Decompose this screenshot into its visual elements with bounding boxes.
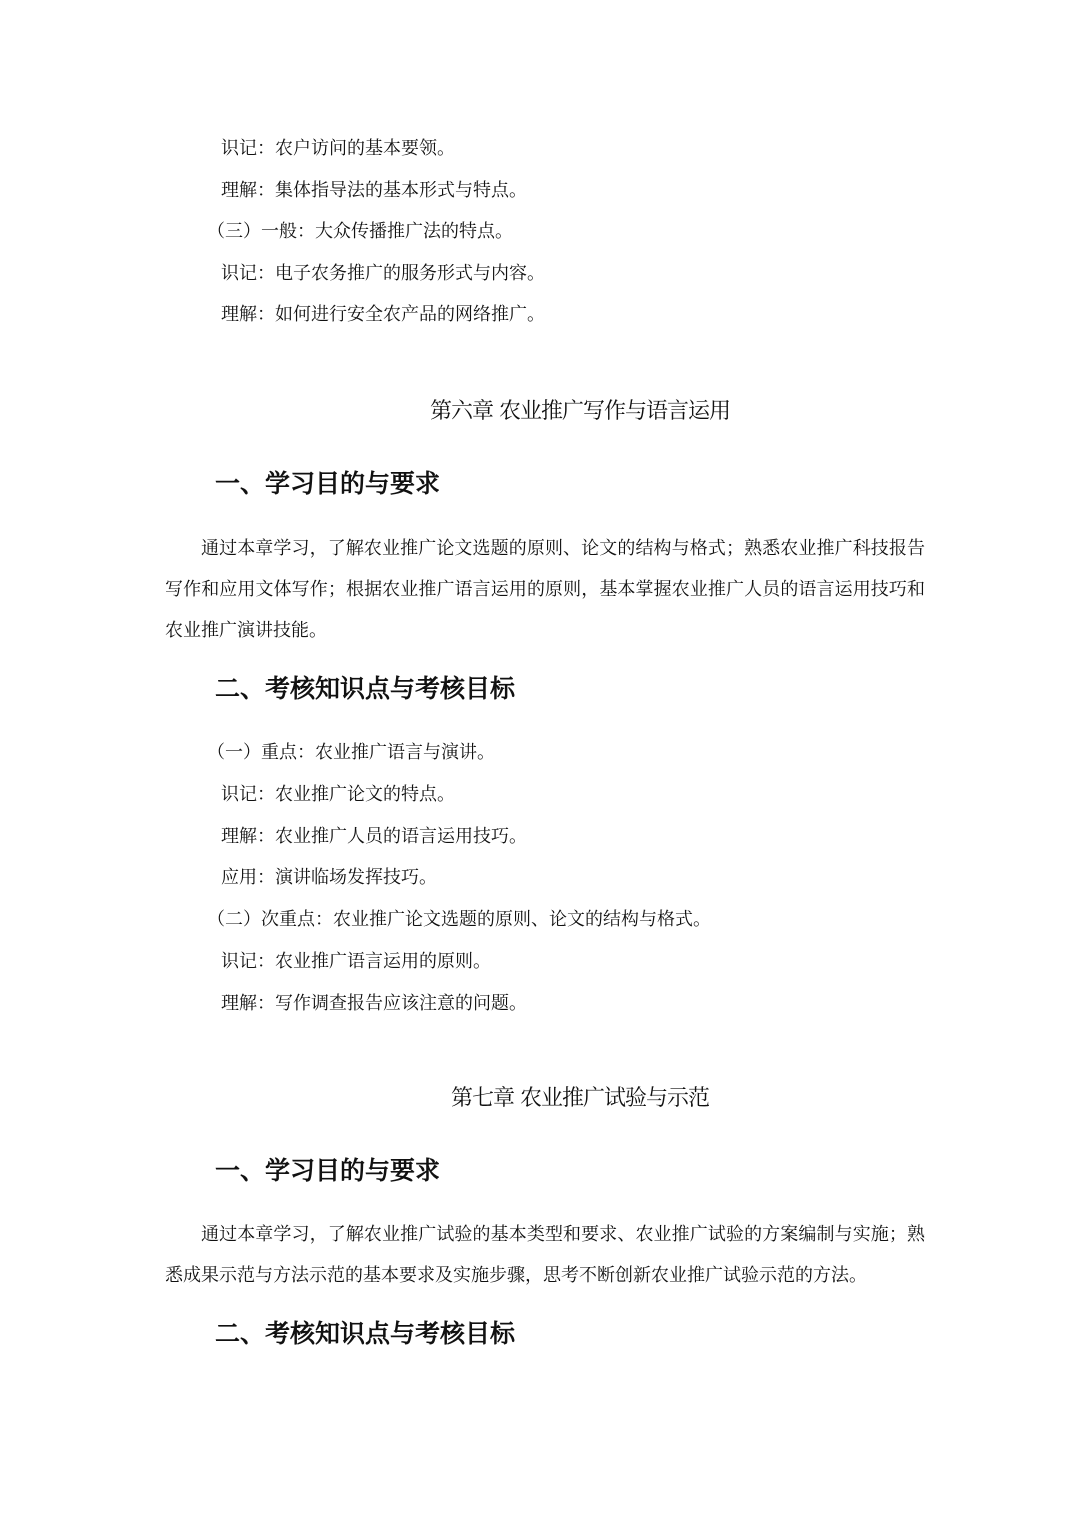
list-item: 识记：农业推广论文的特点。	[221, 784, 455, 805]
section-heading: 二、考核知识点与考核目标	[215, 1319, 516, 1348]
section-heading: 二、考核知识点与考核目标	[215, 674, 516, 703]
list-item: 识记：农业推广语言运用的原则。	[221, 951, 491, 972]
list-item: （二）次重点：农业推广论文选题的原则、论文的结构与格式。	[207, 909, 711, 930]
paragraph: 通过本章学习，了解农业推广论文选题的原则、论文的结构与格式；熟悉农业推广科技报告写作和应用文体写作；根据农业推广语言运用的原则，基本掌握农业推广人员的语言运用技巧和农业推广演讲技能。	[165, 538, 925, 641]
list-item: 识记：电子农务推广的服务形式与内容。	[221, 263, 545, 284]
section-heading: 一、学习目的与要求	[215, 1156, 441, 1185]
list-item: 理解：写作调查报告应该注意的问题。	[221, 993, 527, 1014]
list-item: （一）重点：农业推广语言与演讲。	[207, 742, 495, 763]
section-heading: 一、学习目的与要求	[215, 469, 441, 498]
list-item: 识记：农户访问的基本要领。	[221, 138, 455, 159]
list-item: 理解：如何进行安全农产品的网络推广。	[221, 304, 545, 325]
chapter-title: 第七章 农业推广试验与示范	[451, 1086, 709, 1111]
list-item: 理解：集体指导法的基本形式与特点。	[221, 180, 527, 201]
list-item: 应用：演讲临场发挥技巧。	[221, 867, 437, 888]
chapter-title: 第六章 农业推广写作与语言运用	[430, 399, 730, 424]
paragraph: 通过本章学习，了解农业推广试验的基本类型和要求、农业推广试验的方案编制与实施；熟悉成果示范与方法示范的基本要求及实施步骤，思考不断创新农业推广试验示范的方法。	[165, 1224, 925, 1286]
list-item: 理解：农业推广人员的语言运用技巧。	[221, 826, 527, 847]
list-item: （三）一般：大众传播推广法的特点。	[207, 221, 513, 242]
